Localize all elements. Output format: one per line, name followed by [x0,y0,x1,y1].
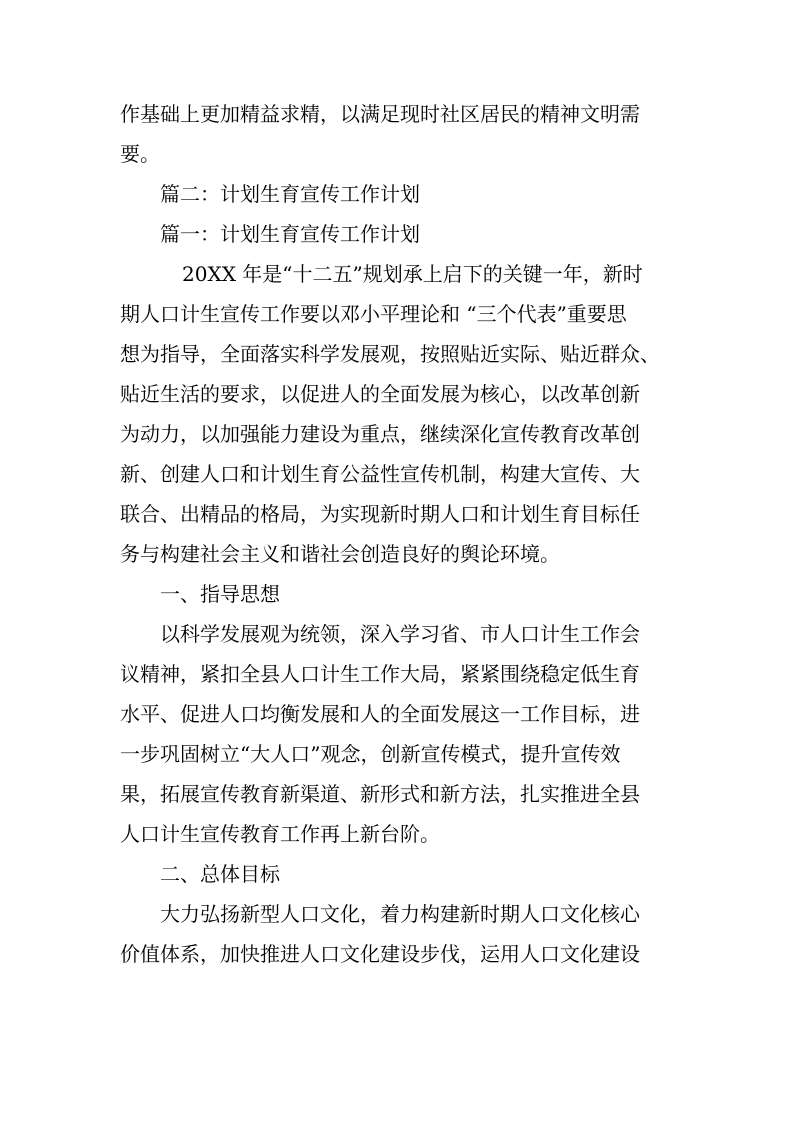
text-line: 大力弘扬新型人口文化，着力构建新时期人口文化核心 [160,902,640,926]
text-line: 新、创建人口和计划生育公益性宣传机制，构建大宣传、大 [120,462,640,486]
text-line: 贴近生活的要求，以促进人的全面发展为核心，以改革创新 [120,382,640,406]
section-heading: 一、指导思想 [160,582,280,606]
section-heading: 二、总体目标 [160,862,280,886]
text-line: 联合、出精品的格局，为实现新时期人口和计划生育目标任 [120,502,640,526]
text-line: 作基础上更加精益求精，以满足现时社区居民的精神文明需 [120,102,640,126]
text-line: 务与构建社会主义和谐社会创造良好的舆论环境。 [120,542,560,566]
text-line: 议精神，紧扣全县人口计生工作大局，紧紧围绕稳定低生育 [120,662,640,686]
text-line: 期人口计生宣传工作要以邓小平理论和 “三个代表”重要思 [120,302,627,326]
text-line: 人口计生宣传教育工作再上新台阶。 [120,822,440,846]
section-heading: 篇二：计划生育宣传工作计划 [160,182,420,206]
text-line: 一步巩固树立“大人口”观念，创新宣传模式，提升宣传效 [120,742,621,766]
section-heading: 篇一：计划生育宣传工作计划 [160,222,420,246]
text-line: 20XX 年是“十二五”规划承上启下的关键一年，新时 [182,262,643,286]
text-line: 价值体系，加快推进人口文化建设步伐，运用人口文化建设 [120,942,640,966]
text-line: 水平、促进人口均衡发展和人的全面发展这一工作目标，进 [120,702,640,726]
text-line: 想为指导，全面落实科学发展观，按照贴近实际、贴近群众、 [120,342,660,366]
text-line: 为动力，以加强能力建设为重点，继续深化宣传教育改革创 [120,422,640,446]
text-line: 果，拓展宣传教育新渠道、新形式和新方法，扎实推进全县 [120,782,640,806]
document-body [120,94,680,974]
text-line: 要。 [120,142,160,166]
text-line: 以科学发展观为统领，深入学习省、市人口计生工作会 [160,622,640,646]
